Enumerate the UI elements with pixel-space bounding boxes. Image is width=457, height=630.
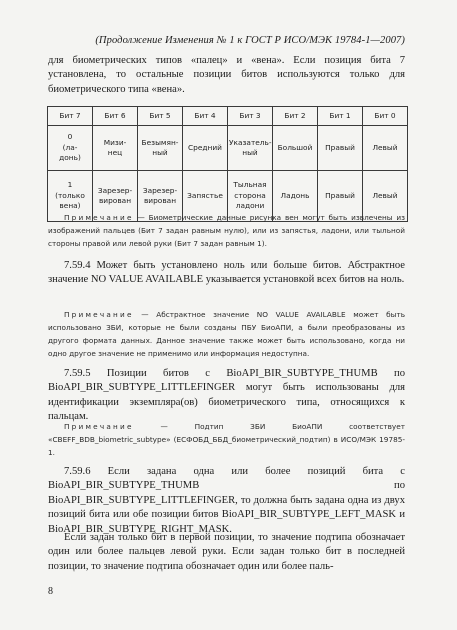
running-header: (Продолжение Изменения № 1 к ГОСТ Р ИСО/МЭК 19784-1—2007)	[95, 35, 405, 46]
note-label: Примечание	[64, 213, 134, 222]
page-number: 8	[48, 586, 53, 597]
note-2	[48, 308, 405, 360]
note-text: — Биометрические данные рисунка вен могут быть извлечены из изображений пальцев (Бит 7 задан равным нулю), или из запястья, ладони, или тыльной стороны правой или левой руки (Бит 7 задан равным 1).	[48, 213, 405, 248]
bit-table-header-cell: Бит 5	[138, 107, 183, 126]
bit-table-header-cell: Бит 1	[318, 107, 363, 126]
bit-table-header-cell: Бит 7	[48, 107, 93, 126]
bit-table-header-row	[48, 107, 408, 126]
closing-paragraph: Если задан только бит в первой позиции, то значение подтипа обозначает один или более пальцев левой руки. Если задан только бит в последней позиции, то значение подтипа обозначает один или более паль-	[48, 532, 405, 572]
bit-table-header-cell: Бит 4	[183, 107, 228, 126]
bit-table-cell: Правый	[318, 171, 363, 222]
bit-table-cell: Указатель- ный	[228, 126, 273, 171]
bit-table-header-cell: Бит 6	[93, 107, 138, 126]
bit-table-header-cell: Бит 3	[228, 107, 273, 126]
bit-table-cell: Тыльная сторона ладони	[228, 171, 273, 222]
bit-table-cell: Зарезер- вирован	[93, 171, 138, 222]
bit-table-cell: Левый	[363, 171, 408, 222]
clause-7-59-4: 7.59.4 Может быть установлено ноль или больше битов. Абстрактное значение NO VALUE AVAILABLE указывается установкой всех битов на ноль.	[48, 260, 405, 286]
note-label: Примечание	[64, 422, 134, 431]
bit-table-cell: Правый	[318, 126, 363, 171]
bit-table-cell: Средний	[183, 126, 228, 171]
bit-table	[47, 106, 408, 222]
bit-table-cell: Ладонь	[273, 171, 318, 222]
bit-table-cell: Левый	[363, 126, 408, 171]
bit-table-cell: 1 (только вена)	[48, 171, 93, 222]
note-text: — Абстрактное значение NO VALUE AVAILABLE может быть использовано ЗБИ, которые не были созданы ПБУ БиоАПИ, а были преобразованы из другого формата данных. Данное значение также может быть использовано, когда ни одно другое значение не применимо или информация недоступна.	[48, 310, 405, 358]
bit-table-cell: Большой	[273, 126, 318, 171]
bit-table-cell: Зарезер- вирован	[138, 171, 183, 222]
note-text: — Подтип ЗБИ БиоАПИ соответствует «CBEFF_BDB_biometric_subtype» (ЕСФОБД_ББД_биометрический_подтип) в ИСО/МЭК 19785-1.	[48, 422, 405, 457]
note-label: Примечание	[64, 310, 134, 319]
bit-table-cell: Безымян- ный	[138, 126, 183, 171]
clause-7-59-5: 7.59.5 Позиции битов с BioAPI_BIR_SUBTYPE_THUMB по BioAPI_BIR_SUBTYPE_LITTLEFINGER могут быть использованы для идентификации экземпляра(ов) биометрического типа, относящихся к пальцам.	[48, 368, 405, 423]
clause-7-59-6: 7.59.6 Если задана одна или более позиций бита с BioAPI_BIR_SUBTYPE_THUMB по BioAPI_BIR_SUBTYPE_LITTLEFINGER, то должна быть задана одна из двух позиций бита или обе позиции битов BioAPI_BIR_SUBTYPE_LEFT_MASK и BioAPI_BIR_SUBTYPE_RIGHT_MASK.	[48, 466, 405, 535]
note-3	[48, 420, 405, 459]
bit-table-cell: 0 (ла- донь)	[48, 126, 93, 171]
bit-table-header-cell: Бит 0	[363, 107, 408, 126]
intro-paragraph: для биометрических типов «палец» и «вена». Если позиция бита 7 установлена, то остальные позиции битов используются только для биометрического типа «вена».	[48, 55, 405, 95]
bit-table-cell: Мизи- нец	[93, 126, 138, 171]
note-1	[48, 211, 405, 250]
bit-table-header-cell: Бит 2	[273, 107, 318, 126]
bit-table-cell: Запястье	[183, 171, 228, 222]
bit-table-row	[48, 126, 408, 171]
